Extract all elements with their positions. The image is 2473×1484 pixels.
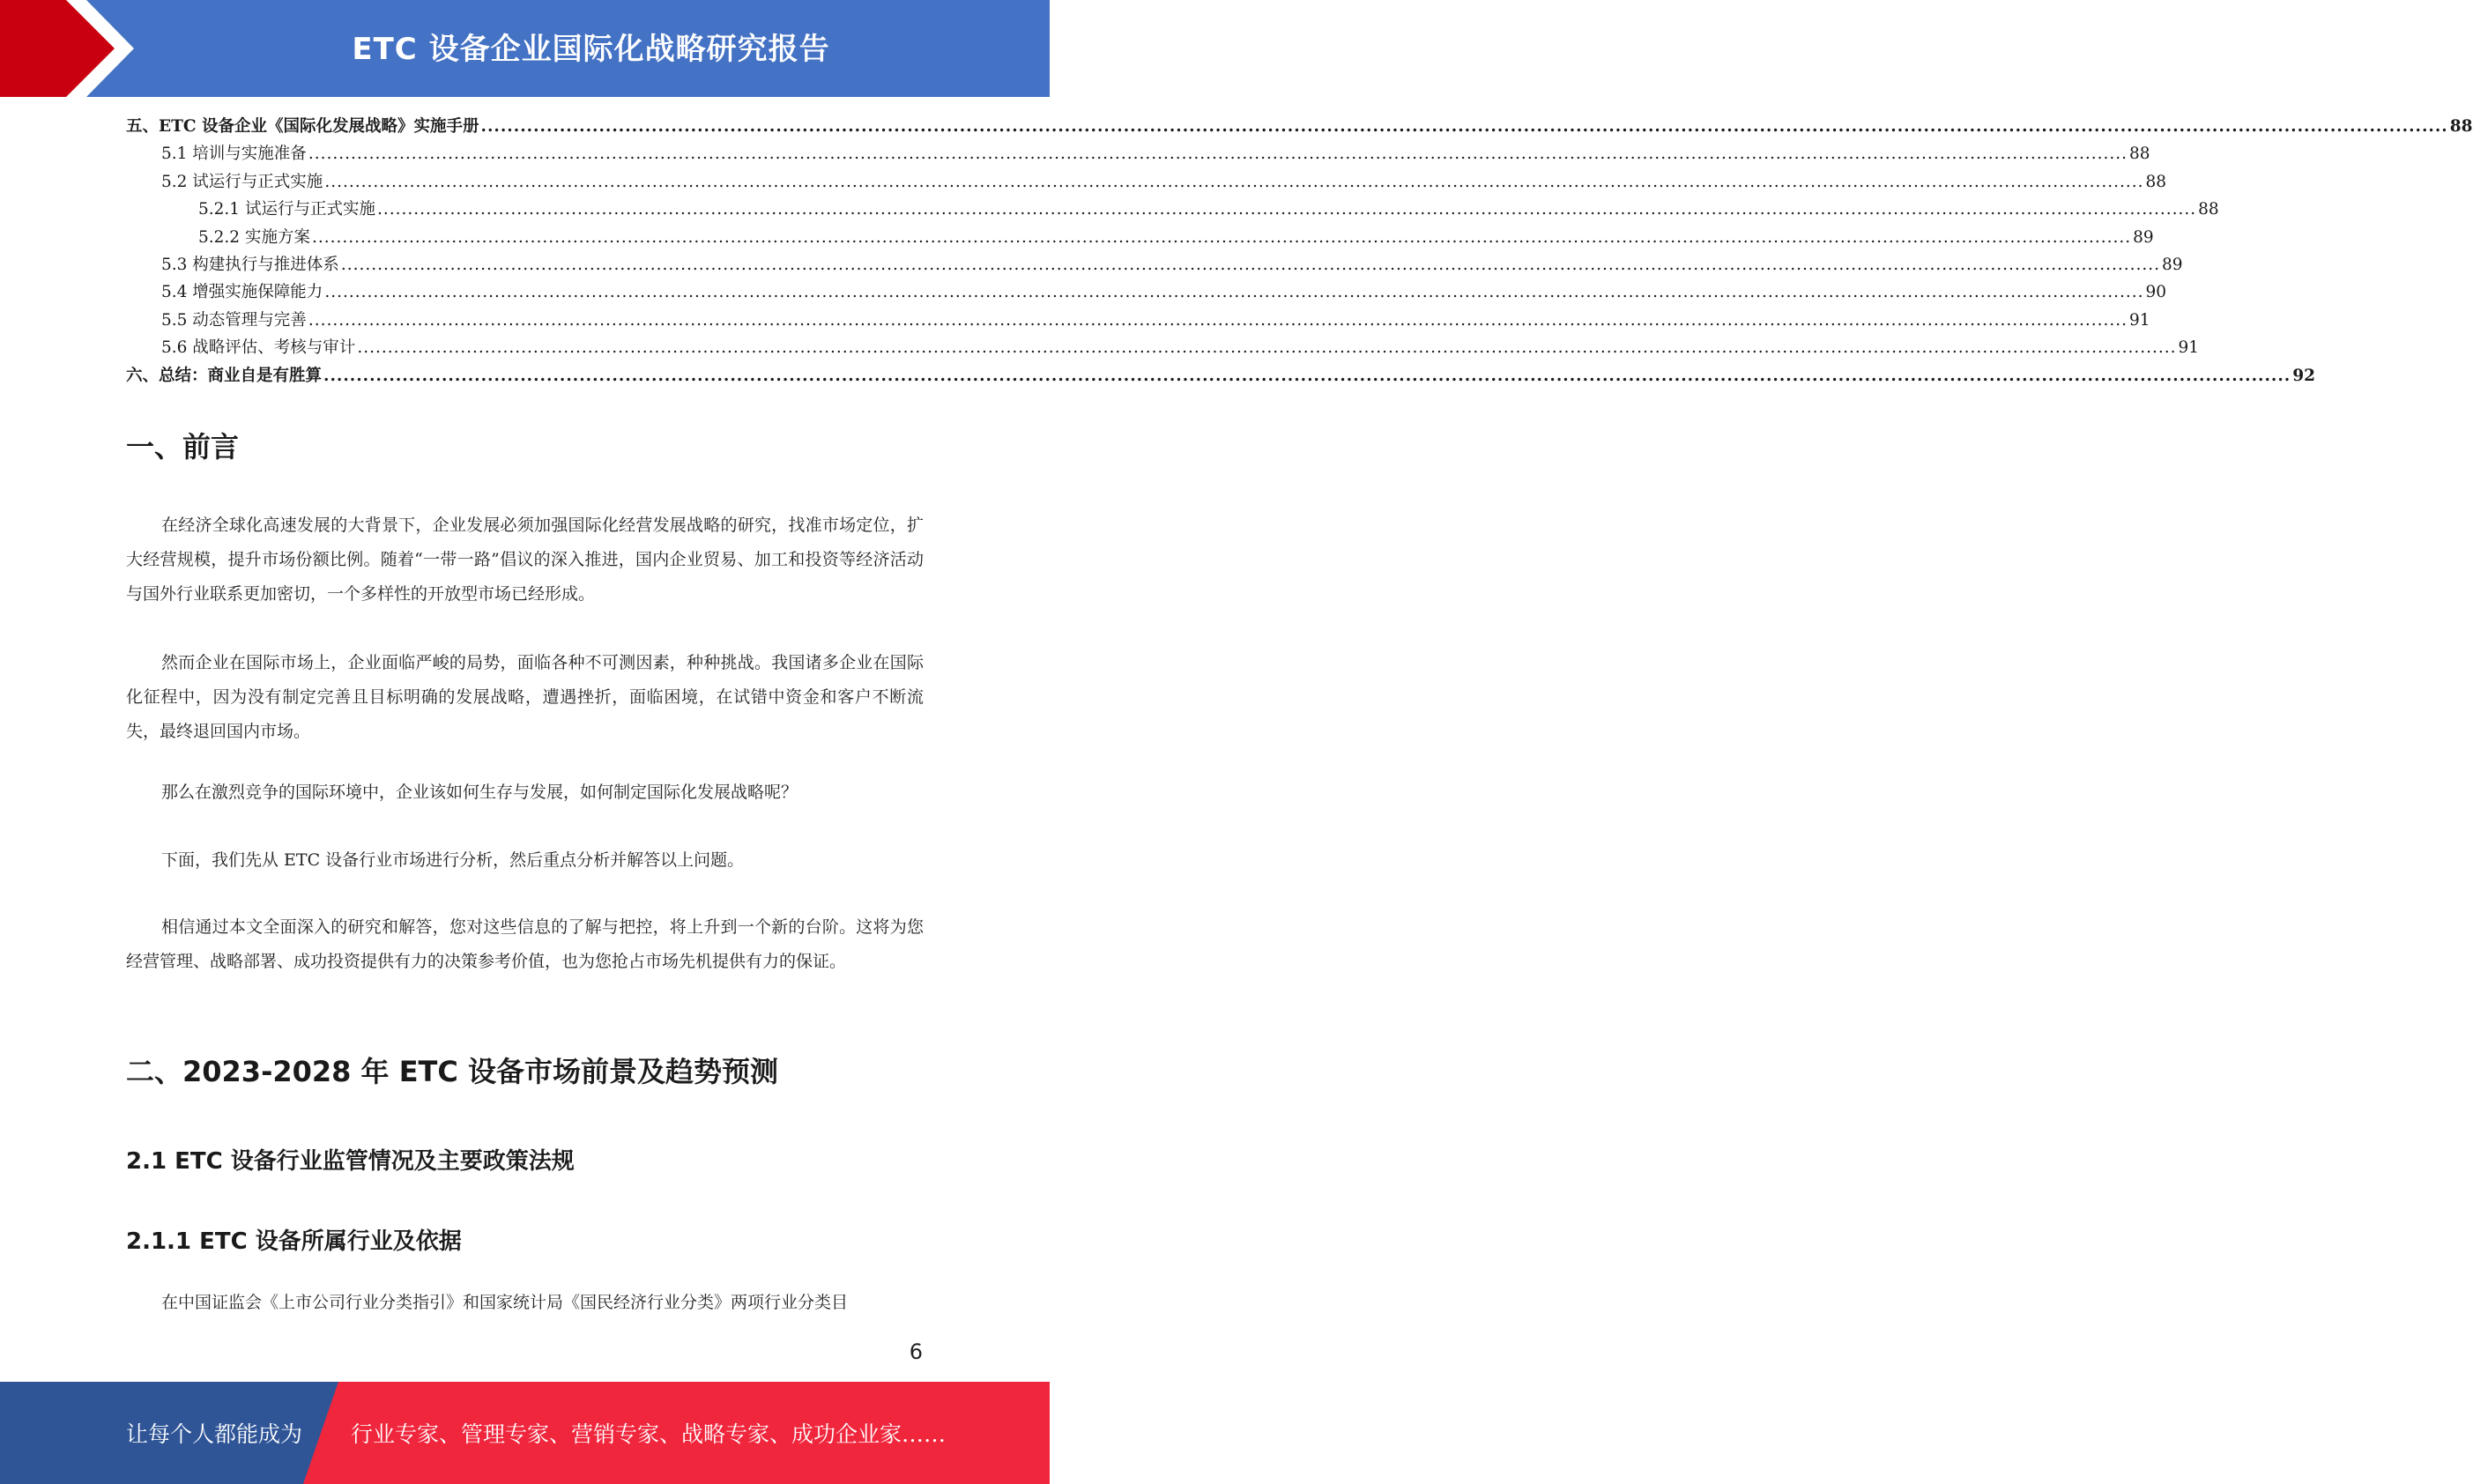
subsection-heading: 2.1.1 ETC 设备所属行业及依据 (126, 1228, 462, 1255)
toc-entry-label: 5.3 构建执行与推进体系 (161, 255, 339, 274)
toc-entry-page: 89 (2133, 227, 2154, 247)
toc-entry-page: 89 (2162, 255, 2183, 274)
toc-entry[interactable] (126, 168, 2167, 196)
toc-entry-label: 5.2 试运行与正式实施 (161, 172, 323, 191)
toc-entry-page: 91 (2129, 310, 2150, 330)
section-heading-market-outlook: 二、2023-2028 年 ETC 设备市场前景及趋势预测 (126, 1055, 779, 1088)
toc-entry-label: 5.4 增强实施保障能力 (161, 283, 323, 302)
toc-leader-dots: ............................................................................................................................................................................................................................................................................................................ (357, 338, 2177, 358)
toc-entry-label: 5.5 动态管理与完善 (161, 310, 307, 330)
toc-entry-page: 90 (2145, 283, 2167, 302)
page-number: 6 (909, 1339, 923, 1364)
toc-leader-dots: ............................................................................................................................................................................................................................................................................................................ (308, 310, 2128, 330)
toc-entry-page: 91 (2178, 338, 2200, 358)
page-header (0, 0, 1050, 97)
toc-entry-page: 92 (2292, 366, 2315, 385)
toc-leader-dots: ............................................................................................................................................................................................................................................................................................................ (308, 145, 2128, 164)
toc-entry[interactable] (126, 113, 2473, 140)
toc-entry-label: 5.6 战略评估、考核与审计 (161, 338, 356, 358)
toc-leader-dots: ............................................................................................................................................................................................................................................................................................................ (324, 283, 2144, 302)
toc-leader-dots: ............................................................................................................................................................................................................................................................................................................ (376, 200, 2197, 219)
toc-leader-dots: ............................................................................................................................................................................................................................................................................................................ (323, 366, 2291, 385)
toc-entry[interactable] (126, 362, 2315, 390)
toc-entry-label: 六、总结：商业自是有胜算 (126, 366, 323, 385)
paragraph: 然而企业在国际市场上，企业面临严峻的局势，面临各种不可测因素，种种挑战。我国诸多企业在国际化征程中，因为没有制定完善且目标明确的发展战略，遭遇挫折，面临困境，在试错中资金和客户不断流失，最终退回国内市场。 (126, 653, 924, 741)
toc-entry[interactable] (126, 307, 2150, 334)
section-heading-preface: 一、前言 (126, 430, 240, 464)
header-title: ETC 设备企业国际化战略研究报告 (352, 31, 830, 67)
footer-slogan-right: 行业专家、管理专家、营销专家、战略专家、成功企业家…… (351, 1421, 947, 1447)
toc-leader-dots: ............................................................................................................................................................................................................................................................................................................ (340, 255, 2160, 274)
paragraph: 在中国证监会《上市公司行业分类指引》和国家统计局《国民经济行业分类》两项行业分类目 (161, 1293, 849, 1312)
toc-entry-page: 88 (2449, 117, 2473, 136)
paragraph: 相信通过本文全面深入的研究和解答，您对这些信息的了解与把控，将上升到一个新的台阶。这将为您经营管理、战略部署、成功投资提供有力的决策参考价值，也为您抢占市场先机提供有力的保证。 (126, 917, 924, 971)
subsection-heading: 2.1 ETC 设备行业监管情况及主要政策法规 (126, 1148, 575, 1175)
paragraph: 下面，我们先从 ETC 设备行业市场进行分析，然后重点分析并解答以上问题。 (161, 850, 745, 870)
paragraph: 在经济全球化高速发展的大背景下，企业发展必须加强国际化经营发展战略的研究，找准市场定位，扩大经营规模，提升市场份额比例。随着“一带一路”倡议的深入推进，国内企业贸易、加工和投资等经济活动与国外行业联系更加密切，一个多样性的开放型市场已经形成。 (126, 516, 924, 604)
toc-entry-label: 五、ETC 设备企业《国际化发展战略》实施手册 (126, 117, 479, 136)
toc-entry[interactable] (126, 251, 2183, 278)
paragraph: 那么在激烈竞争的国际环境中，企业该如何生存与发展，如何制定国际化发展战略呢？ (161, 783, 798, 802)
toc-entry-label: 5.1 培训与实施准备 (161, 145, 307, 164)
toc-entry-page: 88 (2129, 145, 2150, 164)
toc-entry-page: 88 (2145, 172, 2167, 191)
toc-entry[interactable] (126, 196, 2219, 223)
toc-leader-dots: ............................................................................................................................................................................................................................................................................................................ (324, 172, 2144, 191)
toc-entry-label: 5.2.2 实施方案 (198, 227, 310, 247)
footer-slogan-left: 让每个人都能成为 (126, 1421, 303, 1447)
toc-entry[interactable] (126, 278, 2167, 306)
toc-entry-page: 88 (2198, 200, 2219, 219)
toc-entry[interactable] (126, 334, 2200, 361)
page-footer (0, 1382, 1050, 1484)
toc-entry[interactable] (126, 140, 2150, 167)
table-of-contents (126, 113, 2473, 390)
toc-leader-dots: ............................................................................................................................................................................................................................................................................................................ (480, 117, 2448, 136)
toc-leader-dots: ............................................................................................................................................................................................................................................................................................................ (311, 227, 2132, 247)
toc-entry-label: 5.2.1 试运行与正式实施 (198, 200, 375, 219)
toc-entry[interactable] (126, 224, 2154, 251)
